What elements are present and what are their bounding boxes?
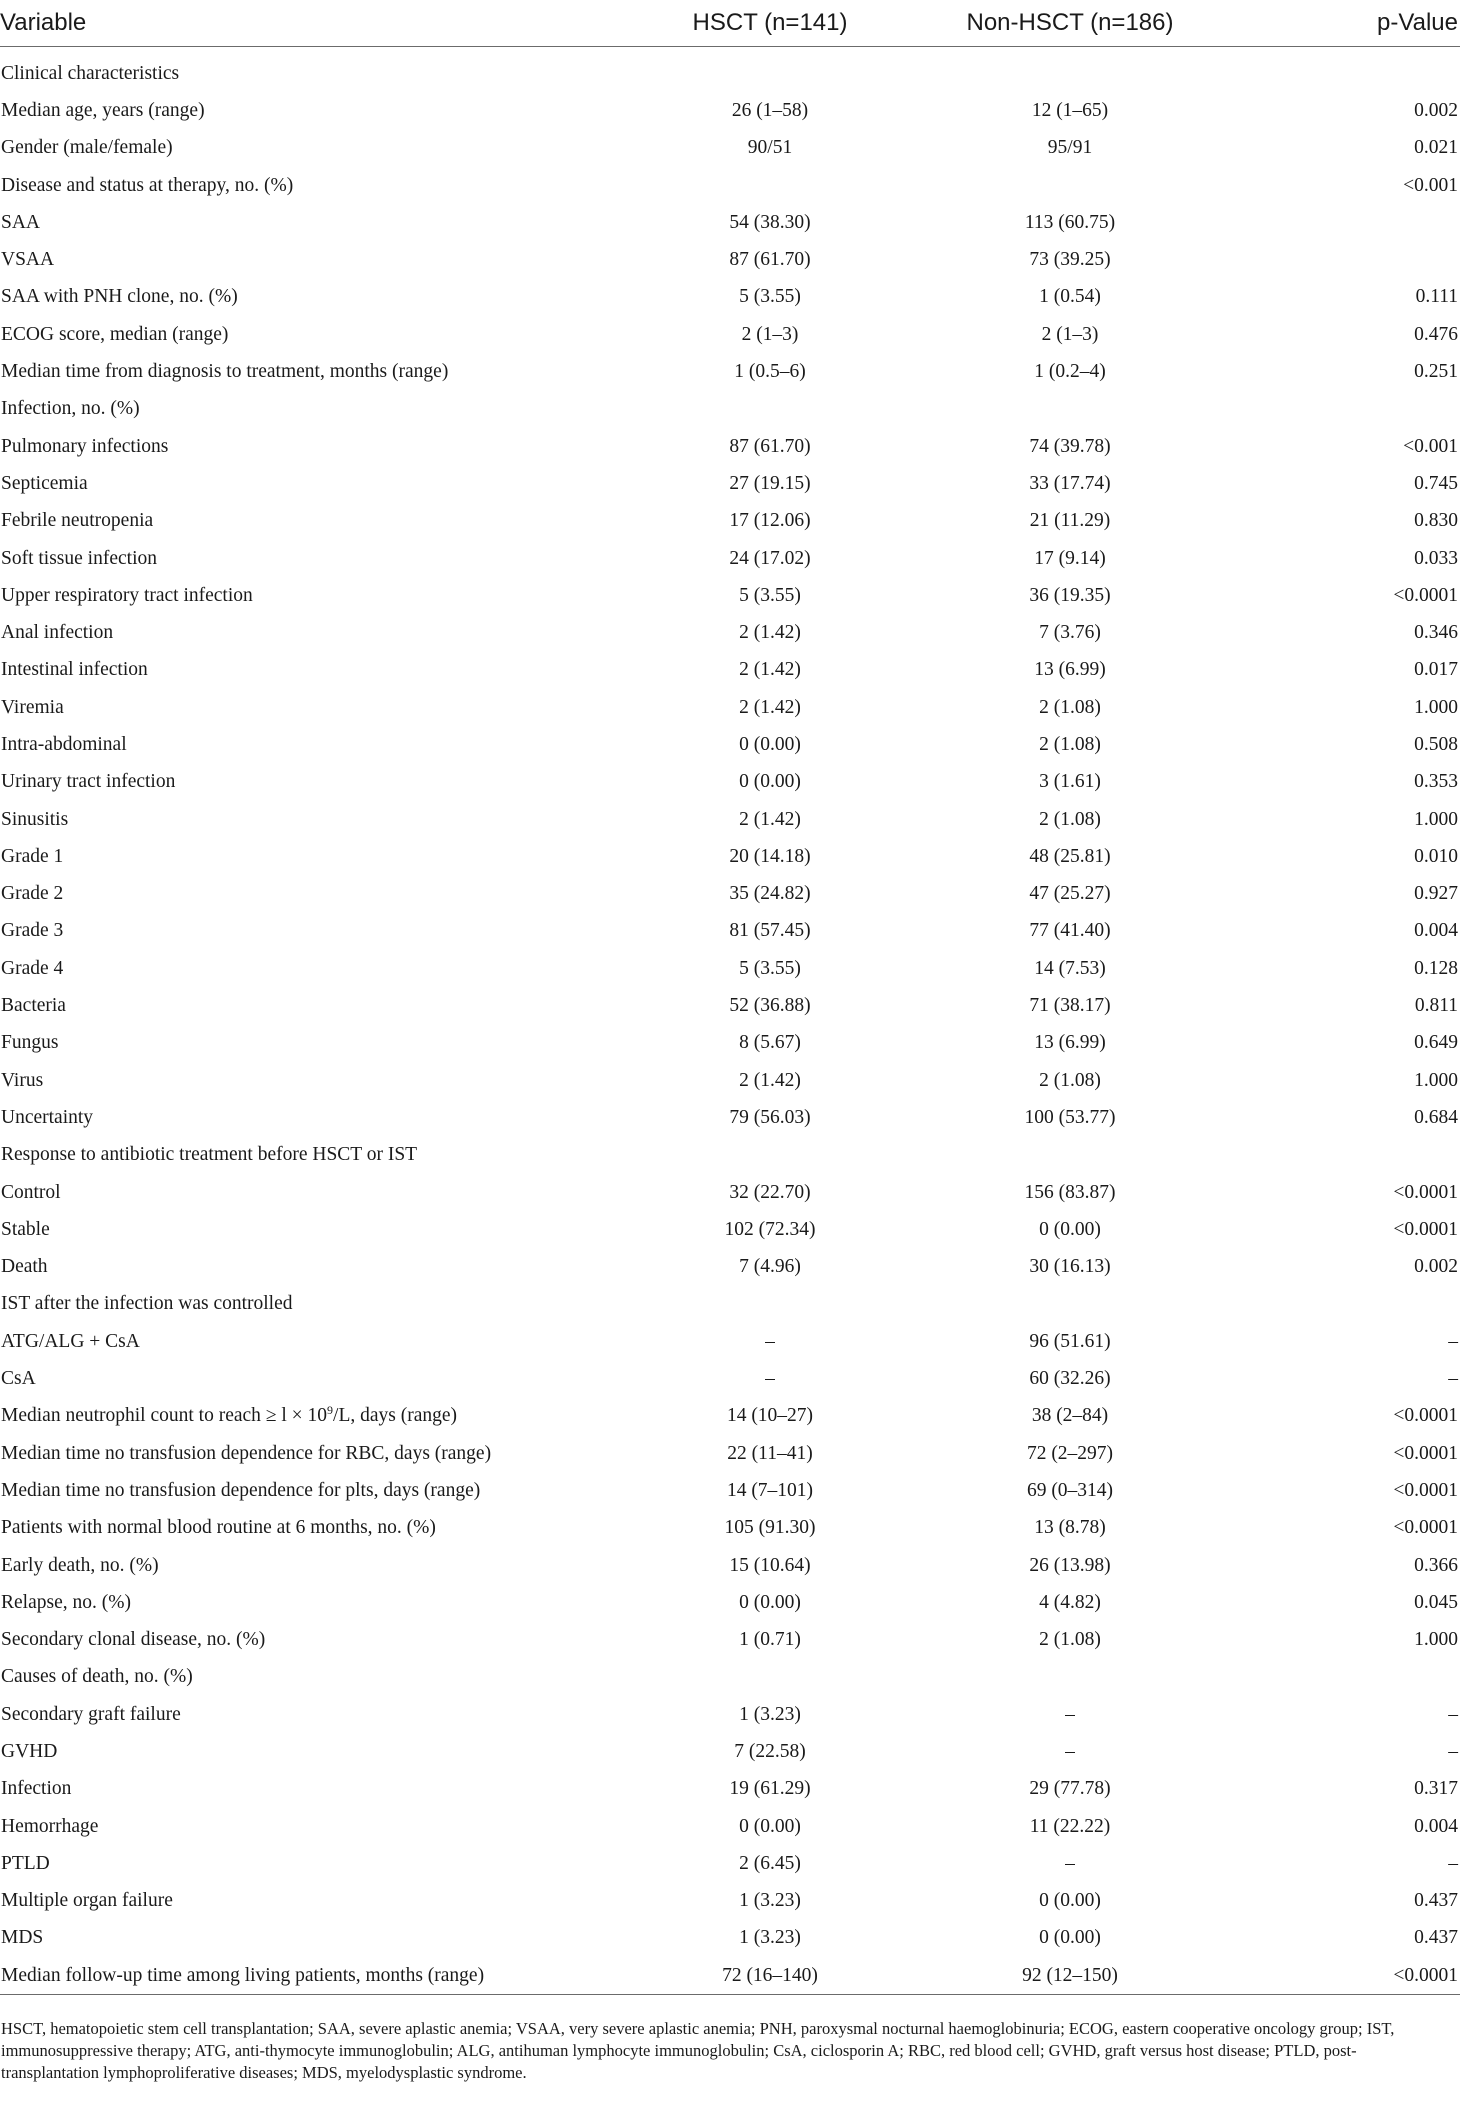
cell-non-value: 3 (1.61) [1039, 771, 1101, 793]
cell-variable: ECOG score, median (range) [1, 323, 229, 345]
cell-hsct-value: 5 (3.55) [739, 584, 801, 606]
table-row [0, 503, 1460, 540]
cell-p-value: – [1448, 1703, 1458, 1725]
cell-variable: ATG/ALG + CsA [1, 1330, 140, 1352]
cell-hsct-value: – [765, 1368, 775, 1390]
cell-hsct-value: 2 (1.42) [739, 808, 801, 830]
cell-non-value: – [1065, 1741, 1075, 1762]
cell-p-value: 0.002 [1414, 1256, 1458, 1278]
cell-non-value: 77 (41.40) [1029, 920, 1111, 942]
cell-variable-text: /L, days (range) [333, 1405, 458, 1427]
cell-non-value: 2 (1–3) [1041, 323, 1099, 345]
cell-hsct-value: 1 (0.71) [739, 1629, 801, 1651]
cell-variable: Response to antibiotic treatment before HSCT or IST [1, 1144, 418, 1166]
cell-variable: Bacteria [1, 995, 66, 1017]
cell-variable: Hemorrhage [1, 1815, 99, 1837]
table-row [0, 1547, 1460, 1584]
cell-non-value: 72 (2–297) [1026, 1442, 1114, 1464]
cell-variable: CsA [1, 1368, 36, 1390]
cell-non-value: 38 (2–84) [1031, 1405, 1109, 1427]
cell-variable: GVHD [1, 1741, 58, 1762]
cell-hsct-value [640, 1659, 900, 1696]
cell-p-value [1240, 1137, 1460, 1174]
cell-variable: Patients with normal blood routine at 6 months, no. (%) [1, 1517, 436, 1539]
cell-hsct-value: 14 (7–101) [726, 1479, 814, 1501]
table-row [0, 1696, 1460, 1733]
cell-p-value: <0.0001 [1393, 1218, 1458, 1240]
cell-hsct-value: – [765, 1330, 775, 1352]
table-row [0, 876, 1460, 913]
cell-variable: Median follow-up time among living patients, months (range) [0, 1957, 640, 1995]
cell-variable [0, 1398, 640, 1435]
table-footnote: HSCT, hematopoietic stem cell transplantation; SAA, severe aplastic anemia; VSAA, very severe aplastic anemia; PNH, paroxysmal nocturnal haemoglobinuria; ECOG, eastern cooperative oncology group; IST, immunosuppressive therapy; ATG, anti-thymocyte immunoglobulin; ALG, antihuman lymphocyte immunoglobulin; CsA, ciclosporin A; RBC, red blood cell; GVHD, graft versus host disease; PTLD, post-transplantation lymphoproliferative diseases; MDS, myelodysplastic syndrome. [1, 2019, 1395, 2082]
cell-non-value: 60 (32.26) [1029, 1368, 1111, 1390]
table-row [0, 1435, 1460, 1472]
cell-p-value: 0.251 [1414, 361, 1458, 383]
cell-non-value: 1 (0.54) [1039, 286, 1101, 308]
cell-variable: Disease and status at therapy, no. (%) [1, 174, 294, 196]
cell-hsct-value: 0 (0.00) [739, 1815, 801, 1837]
cell-non-value: 1 (0.2–4) [1034, 361, 1106, 383]
cell-variable: MDS [1, 1927, 44, 1949]
cell-variable: Uncertainty [1, 1106, 94, 1128]
table-row [0, 92, 1460, 129]
cell-variable: Urinary tract infection [1, 771, 176, 793]
cell-hsct-value: 90/51 [747, 137, 793, 159]
cell-p-value: 1.000 [1414, 808, 1458, 830]
cell-hsct-value [640, 1286, 900, 1323]
header-variable: Variable [0, 0, 640, 47]
table-row [0, 1621, 1460, 1658]
cell-hsct-value: 35 (24.82) [729, 883, 811, 905]
cell-non-value: 13 (8.78) [1034, 1517, 1106, 1539]
cell-variable: Pulmonary infections [1, 435, 169, 457]
cell-non-value: 33 (17.74) [1029, 472, 1111, 494]
table-row [0, 1360, 1460, 1397]
cell-non-value: 71 (38.17) [1029, 995, 1111, 1017]
cell-non-value [900, 1286, 1240, 1323]
cell-variable: Relapse, no. (%) [1, 1591, 131, 1613]
cell-variable: IST after the infection was controlled [1, 1293, 293, 1315]
table-row [0, 801, 1460, 838]
table-row [0, 1920, 1460, 1957]
cell-non-value: 13 (6.99) [1034, 659, 1106, 681]
cell-non-value: 113 (60.75) [1024, 211, 1116, 233]
table-row [0, 614, 1460, 651]
header-hsct: HSCT (n=141) [640, 0, 900, 47]
cell-hsct-value: 102 (72.34) [724, 1218, 816, 1240]
cell-variable: PTLD [1, 1852, 50, 1874]
cell-p-value [1240, 55, 1460, 92]
cell-hsct-value: 0 (0.00) [739, 771, 801, 793]
cell-p-value: <0.001 [1403, 435, 1458, 457]
cell-non-value: 92 (12–150) [900, 1957, 1240, 1995]
cell-variable: Death [1, 1256, 48, 1278]
table-row [0, 1323, 1460, 1360]
cell-variable: SAA with PNH clone, no. (%) [1, 286, 238, 308]
cell-non-value [900, 391, 1240, 428]
table-row [0, 1398, 1460, 1435]
cell-hsct-value: 0 (0.00) [739, 1591, 801, 1613]
cell-variable: Early death, no. (%) [1, 1554, 159, 1576]
cell-p-value: 0.811 [1414, 995, 1458, 1017]
table-row [0, 353, 1460, 390]
table-row [0, 652, 1460, 689]
cell-hsct-value: 27 (19.15) [729, 472, 811, 494]
cell-variable: Sinusitis [1, 808, 69, 830]
cell-hsct-value: 15 (10.64) [729, 1554, 811, 1576]
cell-variable: VSAA [1, 249, 55, 271]
cell-non-value: 29 (77.78) [1029, 1778, 1111, 1800]
cell-hsct-value: 7 (4.96) [739, 1256, 801, 1278]
table-row [0, 1099, 1460, 1136]
cell-p-value: 0.033 [1414, 547, 1458, 569]
cell-non-value: 11 (22.22) [1029, 1815, 1111, 1837]
cell-variable-superscript: 9 [327, 1403, 334, 1418]
cell-hsct-value: 81 (57.45) [729, 920, 811, 942]
cell-hsct-value: 0 (0.00) [739, 733, 801, 755]
cell-p-value: 0.508 [1414, 733, 1458, 755]
cell-non-value: 2 (1.08) [1039, 1629, 1101, 1651]
cell-variable: Secondary graft failure [1, 1703, 181, 1725]
cell-p-value: 1.000 [1414, 1629, 1458, 1651]
cell-variable: Median age, years (range) [1, 99, 205, 121]
table-row [0, 55, 1460, 92]
cell-variable: SAA [1, 211, 41, 233]
cell-hsct-value: 26 (1–58) [731, 99, 809, 121]
cell-non-value: 73 (39.25) [1029, 249, 1111, 271]
table-row [0, 130, 1460, 167]
cell-variable: Grade 4 [1, 957, 64, 979]
table-row [0, 1584, 1460, 1621]
cell-p-value: 0.128 [1414, 957, 1458, 979]
cell-variable: Viremia [1, 696, 64, 718]
cell-p-value: 0.004 [1414, 1815, 1458, 1837]
table-row [0, 1771, 1460, 1808]
cell-p-value: – [1448, 1330, 1458, 1352]
table-row [0, 1733, 1460, 1770]
table-row [0, 1957, 1460, 1995]
cell-hsct-value: 7 (22.58) [734, 1741, 806, 1762]
cell-p-value: 0.684 [1414, 1106, 1458, 1128]
cell-variable: Causes of death, no. (%) [1, 1666, 193, 1688]
cell-variable: Anal infection [1, 622, 114, 644]
cell-variable: Grade 3 [1, 920, 64, 942]
cell-non-value: – [1065, 1852, 1075, 1874]
cell-p-value: <0.0001 [1393, 1405, 1458, 1427]
cell-p-value: <0.0001 [1240, 1957, 1460, 1995]
cell-p-value: 0.830 [1414, 510, 1458, 532]
cell-hsct-value: 2 (6.45) [739, 1852, 801, 1874]
cell-variable: Septicemia [1, 472, 88, 494]
table-row [0, 316, 1460, 353]
cell-non-value: 0 (0.00) [1039, 1890, 1101, 1912]
cell-variable: Fungus [1, 1032, 59, 1054]
cell-p-value [1240, 1659, 1460, 1696]
cell-non-value [900, 167, 1240, 204]
cell-hsct-value: 5 (3.55) [739, 286, 801, 308]
cell-non-value: 12 (1–65) [1031, 99, 1109, 121]
table-row [0, 1845, 1460, 1882]
cell-hsct-value [640, 55, 900, 92]
cell-hsct-value: 14 (10–27) [726, 1405, 814, 1427]
cell-variable: Multiple organ failure [1, 1890, 173, 1912]
table-row [0, 1883, 1460, 1920]
table-row [0, 1211, 1460, 1248]
cell-variable: Intra-abdominal [1, 733, 127, 755]
cell-variable: Median time no transfusion dependence for plts, days (range) [1, 1479, 481, 1501]
cell-hsct-value: 2 (1.42) [739, 622, 801, 644]
cell-non-value: – [1065, 1703, 1075, 1725]
cell-variable: Stable [1, 1218, 50, 1240]
header-non-hsct: Non-HSCT (n=186) [900, 0, 1240, 47]
cell-non-value: 2 (1.08) [1039, 1069, 1101, 1091]
cell-hsct-value [640, 391, 900, 428]
cell-non-value: 48 (25.81) [1029, 845, 1111, 867]
cell-non-value: 0 (0.00) [1039, 1218, 1101, 1240]
header-row [0, 0, 1460, 47]
table-row [0, 391, 1460, 428]
table-row [0, 540, 1460, 577]
table-row [0, 689, 1460, 726]
table-row [0, 1249, 1460, 1286]
table-row [0, 241, 1460, 278]
cell-non-value: 2 (1.08) [1039, 696, 1101, 718]
header-p-value: p-Value [1240, 0, 1460, 47]
cell-hsct-value [640, 1137, 900, 1174]
cell-variable: Median time no transfusion dependence for RBC, days (range) [1, 1442, 492, 1464]
cell-non-value: 2 (1.08) [1039, 808, 1101, 830]
cell-p-value [1240, 204, 1460, 241]
cell-non-value: 17 (9.14) [1034, 547, 1106, 569]
table-row [0, 764, 1460, 801]
cell-hsct-value: 5 (3.55) [739, 957, 801, 979]
table-row [0, 1659, 1460, 1696]
cell-non-value: 13 (6.99) [1034, 1032, 1106, 1054]
cell-variable: Febrile neutropenia [1, 510, 154, 532]
cell-p-value [1240, 241, 1460, 278]
cell-p-value: 0.021 [1414, 137, 1458, 159]
cell-variable: Control [1, 1181, 61, 1203]
cell-p-value: 0.476 [1414, 323, 1458, 345]
table-row [0, 1286, 1460, 1323]
cell-hsct-value [640, 167, 900, 204]
cell-p-value: – [1448, 1368, 1458, 1390]
cell-non-value: 156 (83.87) [1024, 1181, 1116, 1203]
cell-p-value [1240, 391, 1460, 428]
cell-variable: Intestinal infection [1, 659, 148, 681]
cell-p-value: 0.317 [1414, 1778, 1458, 1800]
table-row [0, 987, 1460, 1024]
cell-variable: Median time from diagnosis to treatment, months (range) [1, 361, 449, 383]
cell-non-value [900, 1137, 1240, 1174]
cell-p-value: 0.437 [1414, 1890, 1458, 1912]
table-row [0, 1808, 1460, 1845]
cell-p-value: 1.000 [1414, 1069, 1458, 1091]
cell-hsct-value: 2 (1–3) [741, 323, 799, 345]
table-row [0, 838, 1460, 875]
cell-p-value: 1.000 [1414, 696, 1458, 718]
cell-hsct-value: 1 (3.23) [739, 1890, 801, 1912]
cell-variable: Upper respiratory tract infection [1, 584, 253, 606]
cell-hsct-value: 2 (1.42) [739, 696, 801, 718]
cell-p-value: <0.001 [1403, 174, 1458, 196]
table-row [0, 913, 1460, 950]
cell-variable: Secondary clonal disease, no. (%) [1, 1629, 266, 1651]
cell-p-value: 0.111 [1415, 286, 1458, 308]
cell-non-value: 2 (1.08) [1039, 733, 1101, 755]
cell-variable: Gender (male/female) [1, 137, 173, 159]
cell-non-value: 36 (19.35) [1029, 584, 1111, 606]
cell-non-value: 21 (11.29) [1029, 510, 1111, 532]
cell-variable-text: Median neutrophil count to reach ≥ l × 10 [1, 1405, 328, 1427]
table-row [0, 1174, 1460, 1211]
cell-hsct-value: 52 (36.88) [729, 995, 811, 1017]
table-row [0, 1472, 1460, 1509]
table-row [0, 1137, 1460, 1174]
cell-non-value: 14 (7.53) [1034, 957, 1106, 979]
cell-hsct-value: 1 (3.23) [739, 1927, 801, 1949]
table-row [0, 577, 1460, 614]
cell-hsct-value: 2 (1.42) [739, 659, 801, 681]
cell-variable: Virus [1, 1069, 44, 1091]
cell-hsct-value: 87 (61.70) [729, 435, 811, 457]
cell-non-value: 7 (3.76) [1039, 622, 1101, 644]
cell-non-value: 95/91 [1047, 137, 1093, 159]
spacer-row [0, 47, 1460, 56]
cell-p-value: <0.0001 [1393, 1479, 1458, 1501]
cell-hsct-value: 20 (14.18) [729, 845, 811, 867]
cell-hsct-value: 87 (61.70) [729, 249, 811, 271]
cell-p-value: 0.927 [1414, 883, 1458, 905]
cell-p-value: 0.353 [1414, 771, 1458, 793]
table-body [0, 47, 1460, 1995]
cell-non-value: 0 (0.00) [1039, 1927, 1101, 1949]
cell-hsct-value: 8 (5.67) [739, 1032, 801, 1054]
table-row [0, 1510, 1460, 1547]
cell-p-value: <0.0001 [1393, 1517, 1458, 1539]
cell-p-value: 0.366 [1414, 1554, 1458, 1576]
table-row [0, 1025, 1460, 1062]
table-row [0, 950, 1460, 987]
cell-variable: Infection, no. (%) [1, 398, 140, 420]
cell-variable: Grade 2 [1, 883, 64, 905]
cell-hsct-value: 1 (3.23) [739, 1703, 801, 1725]
table-row [0, 726, 1460, 763]
cell-p-value: 0.346 [1414, 622, 1458, 644]
cell-hsct-value: 54 (38.30) [729, 211, 811, 233]
cell-variable: Infection [1, 1778, 72, 1800]
cell-p-value: 0.437 [1414, 1927, 1458, 1949]
cell-hsct-value: 105 (91.30) [724, 1517, 816, 1539]
cell-p-value: <0.0001 [1393, 1181, 1458, 1203]
cell-p-value: 0.004 [1414, 920, 1458, 942]
table-row [0, 465, 1460, 502]
cell-hsct-value: 19 (61.29) [729, 1778, 811, 1800]
cell-variable: Soft tissue infection [1, 547, 157, 569]
cell-non-value: 96 (51.61) [1029, 1330, 1111, 1352]
cell-hsct-value: 2 (1.42) [739, 1069, 801, 1091]
cell-hsct-value: 79 (56.03) [729, 1106, 811, 1128]
cell-p-value: 0.649 [1414, 1032, 1458, 1054]
cell-non-value: 26 (13.98) [1029, 1554, 1111, 1576]
cell-p-value: 0.002 [1414, 99, 1458, 121]
cell-non-value: 47 (25.27) [1029, 883, 1111, 905]
cell-p-value: <0.0001 [1393, 1442, 1458, 1464]
cell-p-value [1240, 1286, 1460, 1323]
cell-non-value [900, 55, 1240, 92]
table-row [0, 204, 1460, 241]
cell-p-value: – [1448, 1852, 1458, 1874]
table-row [0, 1062, 1460, 1099]
cell-p-value: <0.0001 [1393, 584, 1458, 606]
cell-variable: Clinical characteristics [1, 62, 180, 84]
cell-hsct-value: 1 (0.5–6) [734, 361, 806, 383]
cell-non-value: 69 (0–314) [1026, 1479, 1114, 1501]
cell-p-value: 0.745 [1414, 472, 1458, 494]
cell-hsct-value: 17 (12.06) [729, 510, 811, 532]
cell-p-value: 0.017 [1414, 659, 1458, 681]
cell-hsct-value: 32 (22.70) [729, 1181, 811, 1203]
cell-p-value: – [1448, 1741, 1458, 1762]
cell-hsct-value: 72 (16–140) [640, 1957, 900, 1995]
cell-variable: Grade 1 [1, 845, 64, 867]
table-row [0, 167, 1460, 204]
table-row [0, 279, 1460, 316]
cell-p-value: 0.010 [1414, 845, 1458, 867]
cell-non-value: 4 (4.82) [1039, 1591, 1101, 1613]
cell-non-value: 74 (39.78) [1029, 435, 1111, 457]
cell-hsct-value: 24 (17.02) [729, 547, 811, 569]
cell-hsct-value: 22 (11–41) [727, 1442, 813, 1464]
table-header [0, 0, 1460, 47]
cell-non-value [900, 1659, 1240, 1696]
cell-p-value: 0.045 [1414, 1591, 1458, 1613]
cell-non-value: 100 (53.77) [1024, 1106, 1116, 1128]
table-row [0, 428, 1460, 465]
cell-non-value: 30 (16.13) [1029, 1256, 1111, 1278]
